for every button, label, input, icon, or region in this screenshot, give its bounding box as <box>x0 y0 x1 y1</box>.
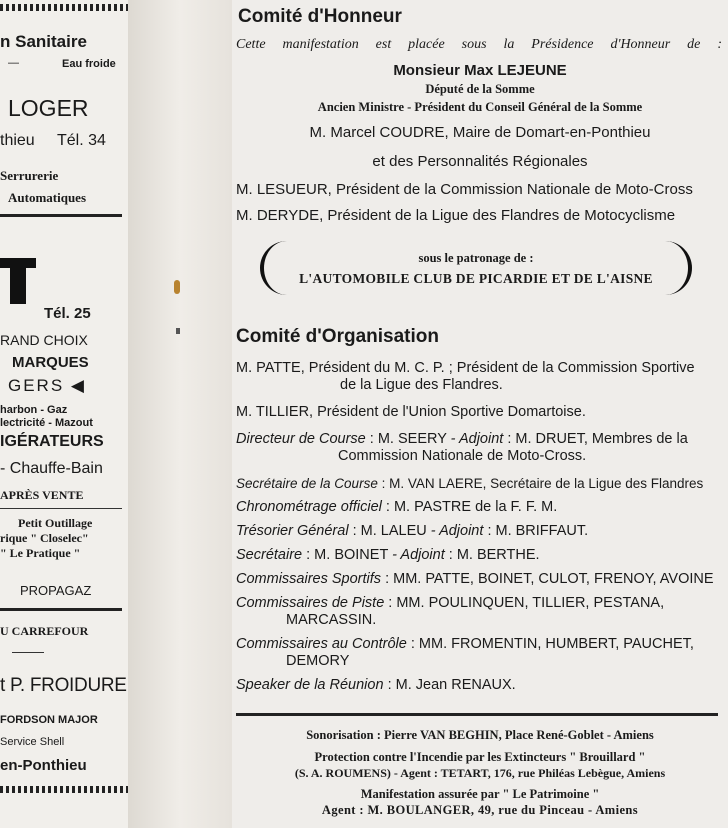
org-speaker-label: Speaker de la Réunion <box>236 677 384 693</box>
org-comm-controle-text2: DEMORY <box>286 653 350 669</box>
honneur-coudre: M. Marcel COUDRE, Maire de Domart-en-Ponthieu <box>309 124 651 141</box>
org-tillier: M. TILLIER, Président de l'Union Sportive Domartoise. <box>236 404 586 420</box>
org-secretaire-label: Secrétaire <box>236 547 303 563</box>
org-directeur-text1: : M. SEERY <box>369 431 447 447</box>
honneur-name: Monsieur Max LEJEUNE <box>393 62 567 79</box>
org-comm-piste-label: Commissaires de Piste <box>236 595 385 611</box>
org-tresorier-adjoint-label: - Adjoint <box>430 523 484 539</box>
service-shell-line: Service Shell <box>0 736 65 748</box>
main-page <box>232 0 728 828</box>
org-comm-sportifs-label: Commissaires Sportifs <box>236 571 382 587</box>
org-chrono-label: Chronométrage officiel <box>236 499 382 515</box>
org-secretaire-course <box>236 475 724 492</box>
org-comm-piste-text2: MARCASSIN. <box>286 612 377 628</box>
le-pratique-line: " Le Pratique " <box>0 546 81 560</box>
org-directeur <box>236 431 724 465</box>
org-directeur-text3: Commission Nationale de Moto-Cross. <box>338 448 587 464</box>
org-speaker <box>236 677 724 694</box>
charbon-line: harbon - Gaz <box>0 404 68 416</box>
org-comm-sportifs <box>236 571 724 588</box>
petit-outillage-line: Petit Outillage <box>18 516 93 530</box>
froidure-line: t P. FROIDURE <box>0 675 127 696</box>
org-patte <box>236 360 724 394</box>
honneur-personnalites: et des Personnalités Régionales <box>372 153 588 170</box>
left-advert-column <box>0 0 129 828</box>
org-secretaire-text2: : M. BERTHE. <box>448 547 540 563</box>
org-secretaire-adjoint-label: - Adjoint <box>392 547 445 563</box>
igerateurs-line: IGÉRATEURS <box>0 433 104 450</box>
footer-incendie1: Protection contre l'Incendie par les Extincteurs " Brouillard " <box>314 750 646 764</box>
loger-line: LOGER <box>8 95 89 121</box>
page-fold <box>128 0 232 828</box>
eau-froide-line: Eau froide <box>62 58 116 70</box>
org-comm-controle-label: Commissaires au Contrôle <box>236 636 407 652</box>
tel25-line: Tél. 25 <box>44 305 91 322</box>
marques-line: MARQUES <box>12 354 89 371</box>
org-secretaire-text1: : M. BOINET <box>306 547 389 563</box>
grand-choix-line: RAND CHOIX <box>0 332 88 348</box>
apres-vente-line: APRÈS VENTE <box>0 488 84 502</box>
organisation-title: Comité d'Organisation <box>236 326 439 347</box>
staple-mark <box>174 280 180 294</box>
org-patte-text2: de la Ligue des Flandres. <box>340 377 503 393</box>
organisation-body <box>236 360 724 700</box>
advert-divider-1 <box>0 214 122 217</box>
footer-incendie2: (S. A. ROUMENS) - Agent : TETART, 176, rue Philéas Lebègue, Amiens <box>294 766 666 780</box>
sanitaire-line: n Sanitaire <box>0 32 87 51</box>
org-directeur-adjoint-label: - Adjoint <box>450 431 504 447</box>
checker-border-top <box>0 4 128 11</box>
honneur-intro: Cette manifestation est placée sous la Présidence d'Honneur de : <box>236 37 722 52</box>
org-chrono <box>236 499 724 516</box>
advert-divider-4 <box>12 652 44 653</box>
org-comm-sportifs-text: : MM. PATTE, BOINET, CULOT, FRENOY, AVOINE <box>385 571 714 587</box>
honneur-ministre: Ancien Ministre - Président du Conseil Général de la Somme <box>317 100 643 114</box>
footer-manif1: Manifestation assurée par " Le Patrimoine " <box>360 787 600 801</box>
org-comm-controle-text1: : MM. FROMENTIN, HUMBERT, PAUCHET, <box>410 636 694 652</box>
footer-divider-top <box>236 713 718 716</box>
org-chrono-text: : M. PASTRE de la F. F. M. <box>385 499 558 515</box>
org-patte-text1: M. PATTE, Président du M. C. P. ; Président de la Commission Sportive <box>236 360 695 376</box>
gers-line: GERS ◀ <box>8 376 86 395</box>
patronage-box <box>260 241 692 295</box>
automatiques-line: Automatiques <box>8 190 87 205</box>
footer-manif2: Agent : M. BOULANGER, 49, rue du Pinceau - Amiens <box>321 803 639 817</box>
eau-froide-dash: — <box>8 57 19 69</box>
org-secretaire-course-text: : M. VAN LAERE, Secrétaire de la Ligue des Flandres <box>381 476 704 491</box>
org-secretaire <box>236 547 724 564</box>
chauffe-bain-line: - Chauffe-Bain <box>0 460 103 477</box>
checker-border-bottom <box>0 786 128 793</box>
en-ponthieu-line: en-Ponthieu <box>0 757 87 774</box>
honneur-deryde: M. DERYDE, Président de la Ligue des Flandres de Motocyclisme <box>236 207 676 224</box>
honneur-depute: Député de la Somme <box>425 82 535 96</box>
t-logo <box>0 258 36 304</box>
carrefour-line: U CARREFOUR <box>0 624 89 638</box>
advert-divider-3 <box>0 608 122 611</box>
org-directeur-label: Directeur de Course <box>236 431 366 447</box>
electricite-line: lectricité - Mazout <box>0 417 93 429</box>
patronage-line1: sous le patronage de : <box>418 251 534 265</box>
org-tresorier-text2: : M. BRIFFAUT. <box>487 523 589 539</box>
tel34-line: Tél. 34 <box>57 132 106 149</box>
honneur-title: Comité d'Honneur <box>238 6 402 27</box>
staple-mark-2 <box>176 328 180 334</box>
fordson-line: FORDSON MAJOR <box>0 714 98 726</box>
org-directeur-text2: : M. DRUET, Membres de la <box>507 431 688 447</box>
org-comm-piste-text1: : MM. POULINQUEN, TILLIER, PESTANA, <box>388 595 665 611</box>
org-speaker-text: : M. Jean RENAUX. <box>387 677 516 693</box>
org-tresorier-text1: : M. LALEU <box>352 523 427 539</box>
footer-sono: Sonorisation : Pierre VAN BEGHIN, Place René-Goblet - Amiens <box>306 728 654 742</box>
org-tresorier-label: Trésorier Général <box>236 523 349 539</box>
propagaz-line: PROPAGAZ <box>20 583 92 598</box>
closelec-line: rique " Closelec" <box>0 531 89 545</box>
ponthieu-line: thieu <box>0 132 35 149</box>
org-tresorier <box>236 523 724 540</box>
org-comm-controle <box>236 636 724 670</box>
org-secretaire-course-label: Secrétaire de la Course <box>236 476 378 491</box>
patronage-line2: L'AUTOMOBILE CLUB DE PICARDIE ET DE L'AISNE <box>299 271 653 286</box>
org-comm-piste <box>236 595 724 629</box>
honneur-lesueur: M. LESUEUR, Président de la Commission Nationale de Moto-Cross <box>236 181 693 198</box>
serrurerie-line: Serrurerie <box>0 168 59 183</box>
advert-divider-2 <box>0 508 122 509</box>
